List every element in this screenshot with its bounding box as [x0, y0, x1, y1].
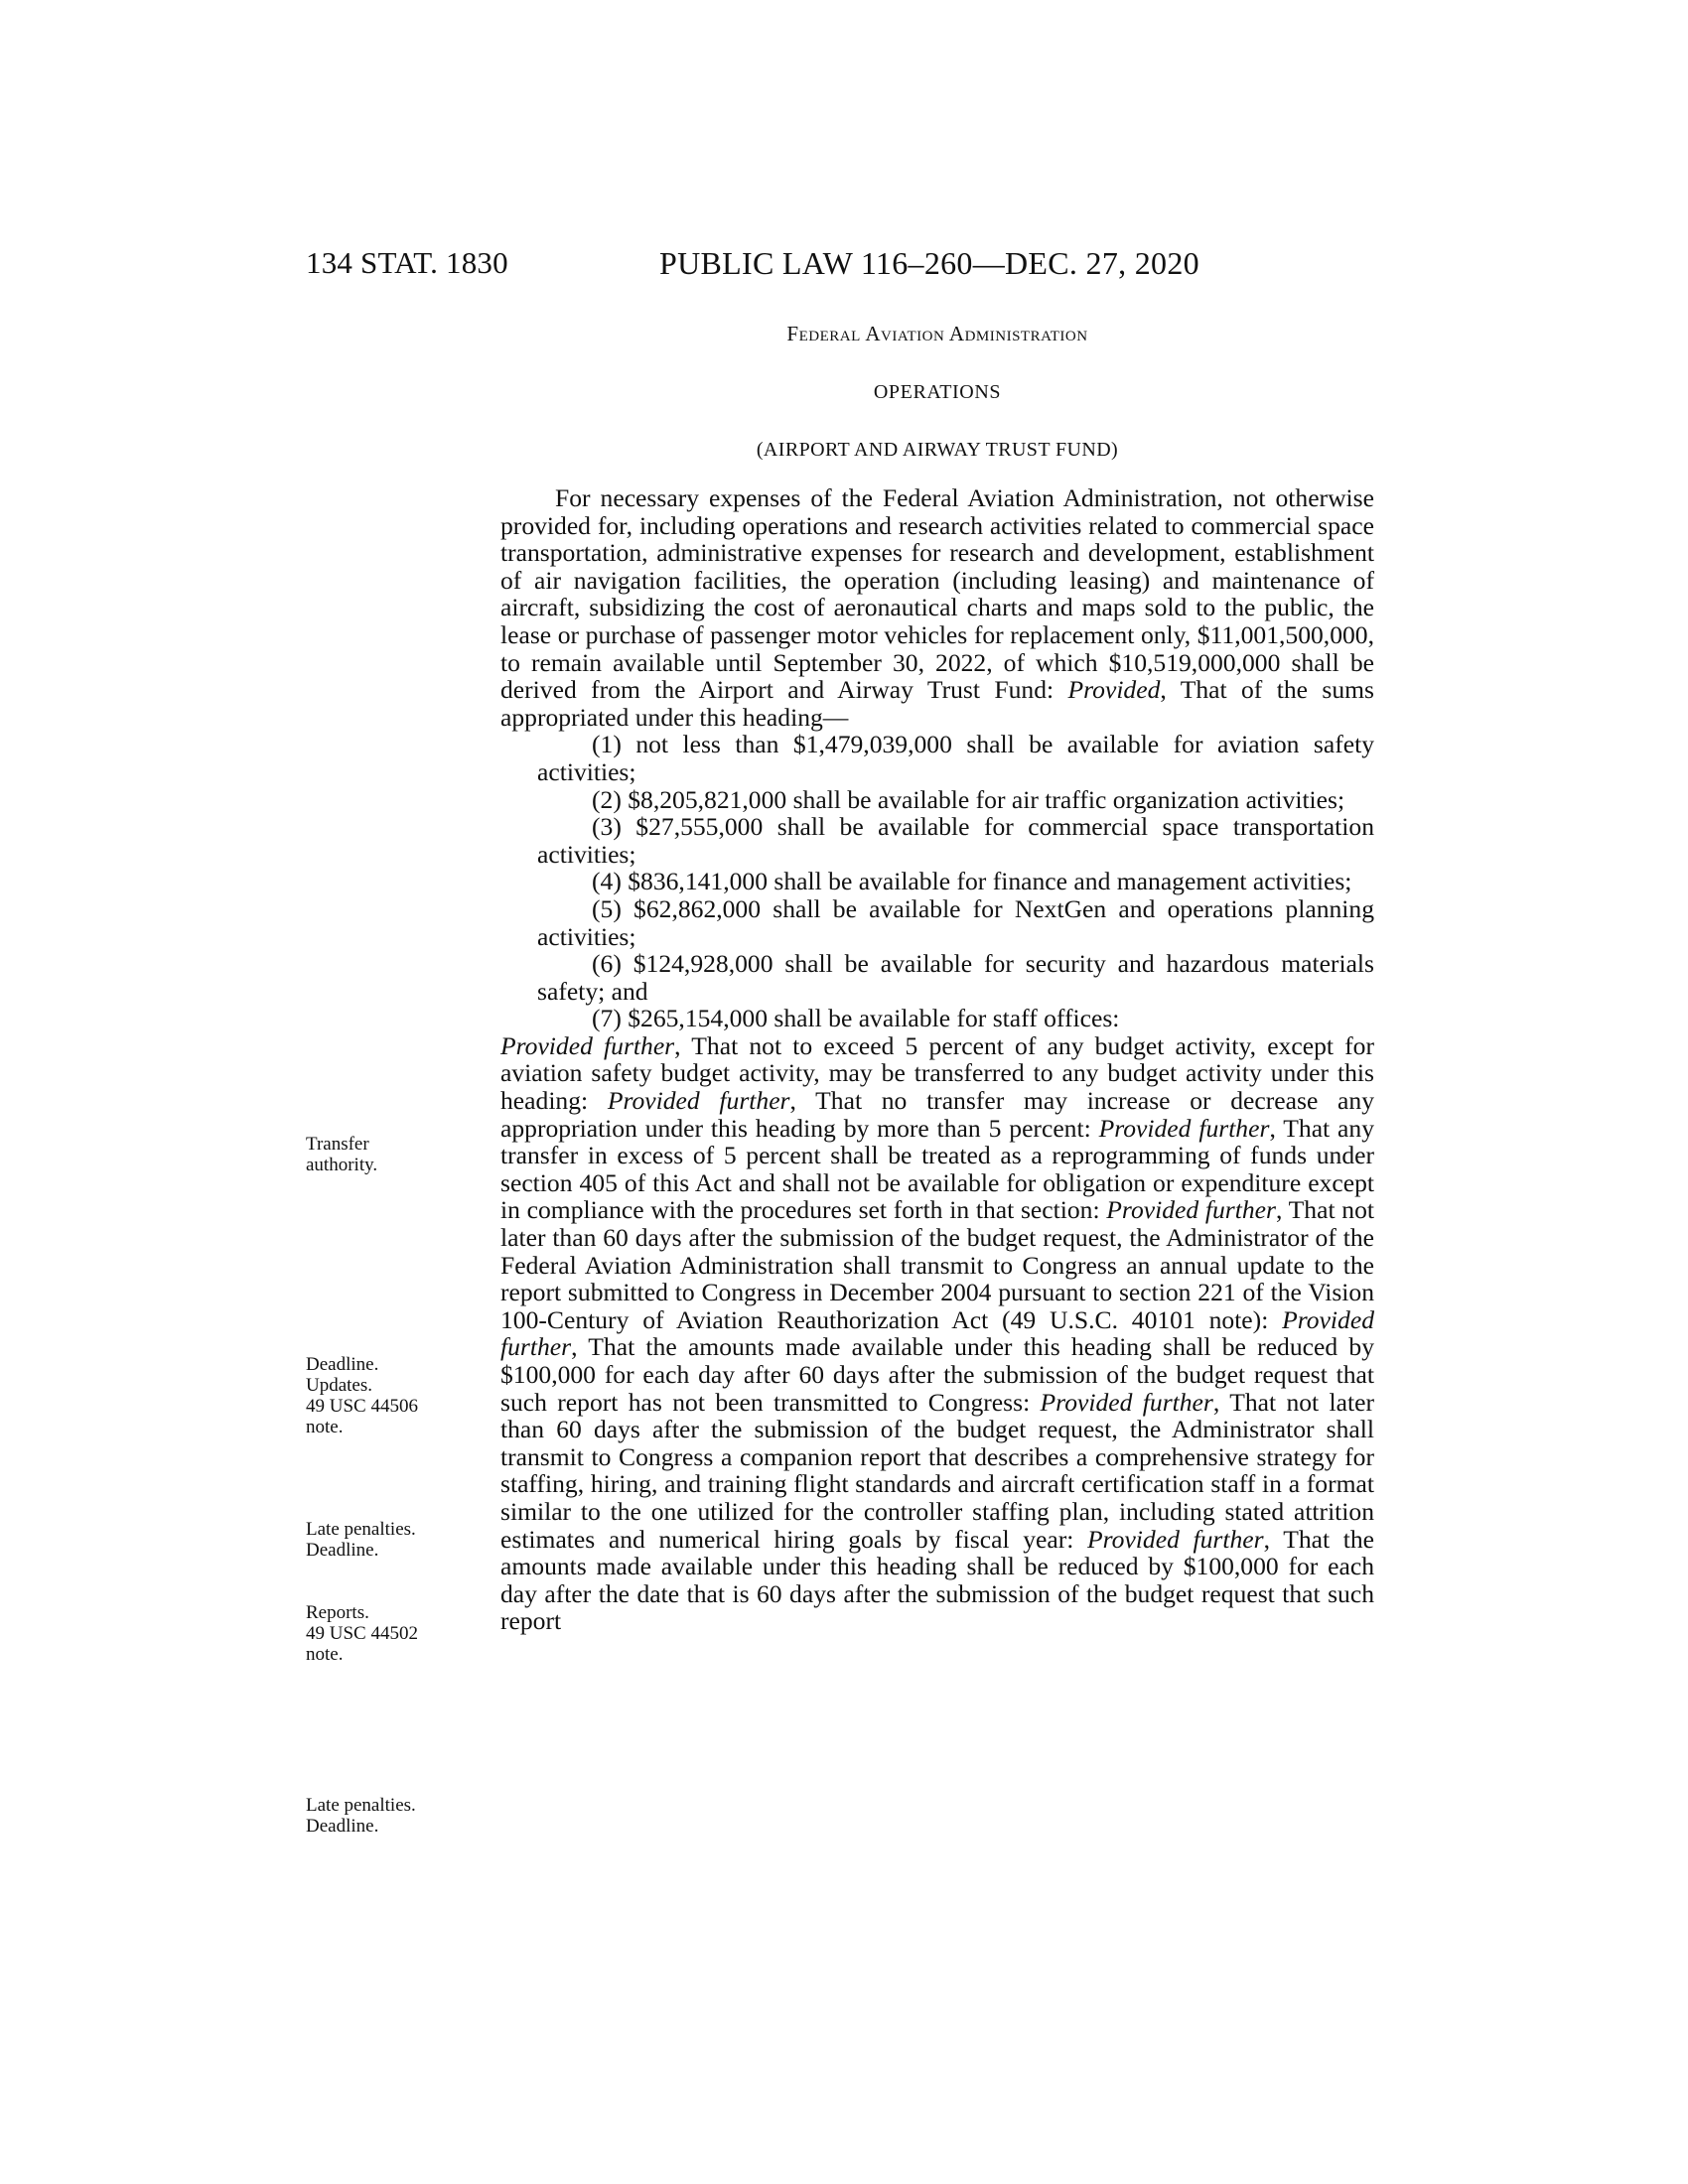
margin-note-late-penalties [306, 1519, 475, 1561]
list-item: (3) $27,555,000 shall be available for commercial space transportation activities; [537, 812, 1374, 869]
fund-heading: (AIRPORT AND AIRWAY TRUST FUND) [756, 439, 1119, 461]
margin-note-late-penalties [306, 1795, 475, 1837]
account-heading: OPERATIONS [873, 381, 1002, 403]
margin-note-line: note. [306, 1644, 344, 1665]
intro-proviso: Provided [1067, 675, 1161, 705]
intro-text-end: , That of the sums appropriated under this heading— [500, 675, 1374, 732]
margin-note-line: Deadline. [306, 1354, 379, 1375]
margin-note-line: Deadline. [306, 1540, 379, 1561]
proviso-text: , That no transfer may increase or decrease any appropriation under this heading by more than 5 percent: [500, 1086, 1374, 1143]
page-header [0, 245, 1688, 285]
proviso-text: , That not later than 60 days after the submission of the budget request, the Administrator shall transmit to Congress a companion report that describes a comprehensive strategy for staffing, hiring, and training flight standards and aircraft certification staff in a format similar to the one utilized for the controller staffing plan, including stated attrition estimates and numerical hiring goals by fiscal year: [500, 1387, 1375, 1554]
proviso-label: Provided further [1040, 1387, 1213, 1417]
list-item: (2) $8,205,821,000 shall be available for air traffic organization activities; [592, 784, 1345, 814]
proviso-text: , That not to exceed 5 percent of any budget activity, except for aviation safety budget activity, may be transferred to any budget activity under this heading: [500, 1030, 1375, 1116]
proviso-label: Provided further [1106, 1195, 1276, 1225]
intro-text: For necessary expenses of the Federal Aviation Administration, not otherwise provided for, including operations and research activities related to commercial space transportation, administrative expenses for research and development, establishment of air navigation facilities, the operation (including leasing) and maintenance of aircraft, subsidizing the cost of aeronautical charts and maps sold to the public, the lease or purchase of passenger motor vehicles for replacement only, $11,001,500,000, to remain available until September 30, 2022, of which $10,519,000,000 shall be derived from the Airport and Airway Trust Fund: [500, 483, 1374, 705]
margin-note-line: 49 USC 44502 [306, 1623, 418, 1644]
body-text [500, 484, 1374, 1635]
proviso-text: , That the amounts made available under this heading shall be reduced by $100,000 for each day after the date that is 60 days after the submission of the budget request that such report [500, 1524, 1374, 1636]
proviso-label: Provided further [500, 1304, 1374, 1362]
list-item: (7) $265,154,000 shall be available for staff offices: [592, 1004, 1120, 1033]
margin-note-deadline-updates [306, 1354, 475, 1437]
list-item: (4) $836,141,000 shall be available for finance and management activities; [592, 867, 1352, 896]
proviso-label: Provided further [1087, 1524, 1264, 1554]
stat-page-number: 134 STAT. 1830 [306, 245, 508, 280]
public-law-title: PUBLIC LAW 116–260—DEC. 27, 2020 [659, 245, 1199, 281]
margin-note-line: Late penalties. [306, 1795, 416, 1816]
list-item: (6) $124,928,000 shall be available for security and hazardous materials safety; and [537, 949, 1374, 1006]
proviso-label: Provided further [500, 1030, 675, 1060]
list-item: (5) $62,862,000 shall be available for NextGen and operations planning activities; [537, 893, 1374, 951]
margin-note-line: Transfer [306, 1134, 369, 1155]
provisos-paragraph [500, 1032, 1374, 1635]
margin-note-transfer-authority [306, 1134, 475, 1175]
margin-note-line: Reports. [306, 1602, 369, 1623]
margin-note-line: 49 USC 44506 [306, 1396, 418, 1417]
proviso-text: , That any transfer in excess of 5 percent shall be treated as a reprogramming of funds under section 405 of this Act and shall not be available for obligation or expenditure except in compliance with the procedures set forth in that section: [500, 1113, 1374, 1225]
margin-note-line: authority. [306, 1155, 378, 1175]
list-item: (1) not less than $1,479,039,000 shall be available for aviation safety activities; [537, 730, 1374, 786]
margin-note-reports [306, 1602, 475, 1665]
margin-note-line: Deadline. [306, 1816, 379, 1837]
proviso-label: Provided further [607, 1086, 790, 1116]
intro-paragraph [500, 484, 1374, 731]
margin-note-line: note. [306, 1417, 344, 1437]
margin-note-line: Late penalties. [306, 1519, 416, 1540]
margin-note-line: Updates. [306, 1375, 373, 1396]
proviso-label: Provided further [1098, 1113, 1270, 1143]
agency-heading: Federal Aviation Administration [786, 322, 1088, 345]
proviso-text: , That not later than 60 days after the submission of the budget request, the Administrator of the Federal Aviation Administration shall transmit to Congress an annual update to the report submitted to Congress in December 2004 pursuant to section 221 of the Vision 100-Century of Aviation Reauthorization Act (49 U.S.C. 40101 note): [500, 1195, 1375, 1334]
proviso-text: , That the amounts made available under this heading shall be reduced by $100,000 for each day after 60 days after the submission of the budget request that such report has not been transmitted to Congress: [500, 1332, 1374, 1417]
